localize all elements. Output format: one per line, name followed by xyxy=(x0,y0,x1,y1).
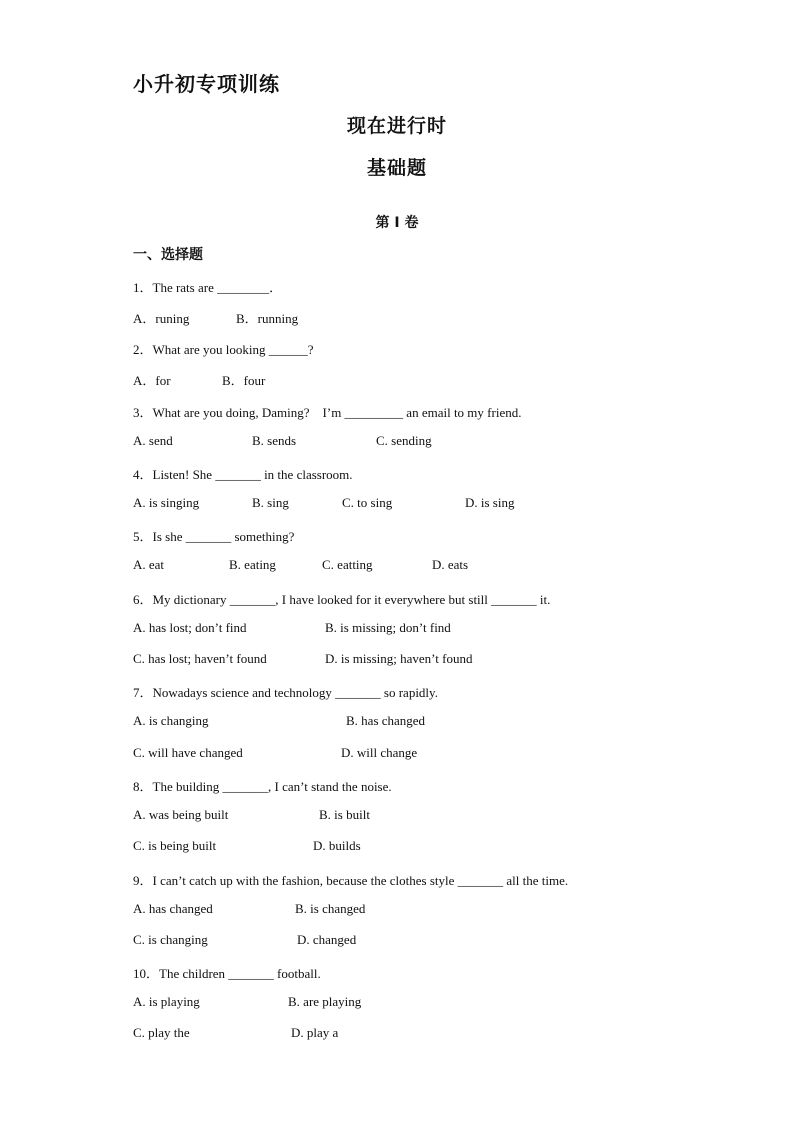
question-9: 9．I can’t catch up with the fashion, because the clothes style _______ all the time. xyxy=(133,873,569,888)
question-7: 7．Nowadays science and technology _______ so rapidly. xyxy=(133,685,438,700)
page-subtitle: 基础题 xyxy=(366,157,427,179)
question-6-option-b: B. is missing; don’t find xyxy=(325,620,451,635)
question-6-option-c: C. has lost; haven’t found xyxy=(133,651,267,666)
question-8-option-b: B. is built xyxy=(319,807,370,822)
question-5-option-c: C. eatting xyxy=(322,557,373,572)
header-title: 小升初专项训练 xyxy=(133,72,280,96)
page-title: 现在进行时 xyxy=(346,115,447,137)
question-4-option-c: C. to sing xyxy=(342,495,393,510)
question-10-option-a: A. is playing xyxy=(133,994,200,1009)
question-4: 4．Listen! She _______ in the classroom. xyxy=(133,467,353,482)
question-9-option-b: B. is changed xyxy=(295,901,366,916)
question-2: 2．What are you looking ______? xyxy=(133,342,314,357)
question-8: 8．The building _______, I can’t stand the noise. xyxy=(133,779,392,794)
question-10-option-c: C. play the xyxy=(133,1025,190,1040)
question-3: 3．What are you doing, Daming? I’m _________ an email to my friend. xyxy=(133,405,522,420)
question-5-option-d: D. eats xyxy=(432,557,469,572)
question-8-option-c: C. is being built xyxy=(133,838,217,853)
question-6-option-a: A. has lost; don’t find xyxy=(133,620,247,635)
question-5: 5．Is she _______ something? xyxy=(133,529,295,544)
question-1-option-a: A．runing xyxy=(133,311,190,326)
question-9-option-c: C. is changing xyxy=(133,932,208,947)
question-6: 6．My dictionary _______, I have looked for it everywhere but still _______ it. xyxy=(133,592,551,607)
question-7-option-c: C. will have changed xyxy=(133,745,243,760)
question-6-option-d: D. is missing; haven’t found xyxy=(325,651,473,666)
question-1: 1．The rats are ________． xyxy=(133,280,283,295)
question-3-option-b: B. sends xyxy=(252,433,297,448)
question-7-option-b: B. has changed xyxy=(346,713,426,728)
question-4-option-d: D. is sing xyxy=(465,495,515,510)
question-10-option-b: B. are playing xyxy=(288,994,362,1009)
question-9-option-a: A. has changed xyxy=(133,901,213,916)
question-2-option-a: A．for xyxy=(133,373,171,388)
question-5-option-b: B. eating xyxy=(229,557,276,572)
question-3-option-a: A. send xyxy=(133,433,173,448)
question-4-option-a: A. is singing xyxy=(133,495,200,510)
question-10: 10．The children _______ football. xyxy=(133,966,321,981)
question-7-option-d: D. will change xyxy=(341,745,418,760)
question-2-option-b: B．four xyxy=(222,373,266,388)
section-heading: 一、选择题 xyxy=(133,247,203,263)
question-1-option-b: B．running xyxy=(236,311,299,326)
question-9-option-d: D. changed xyxy=(297,932,357,947)
question-10-option-d: D. play a xyxy=(291,1025,339,1040)
question-7-option-a: A. is changing xyxy=(133,713,209,728)
question-8-option-a: A. was being built xyxy=(133,807,229,822)
volume-heading: 第 I 卷 xyxy=(375,215,419,231)
question-8-option-d: D. builds xyxy=(313,838,361,853)
question-5-option-a: A. eat xyxy=(133,557,165,572)
question-3-option-c: C. sending xyxy=(376,433,432,448)
question-4-option-b: B. sing xyxy=(252,495,289,510)
